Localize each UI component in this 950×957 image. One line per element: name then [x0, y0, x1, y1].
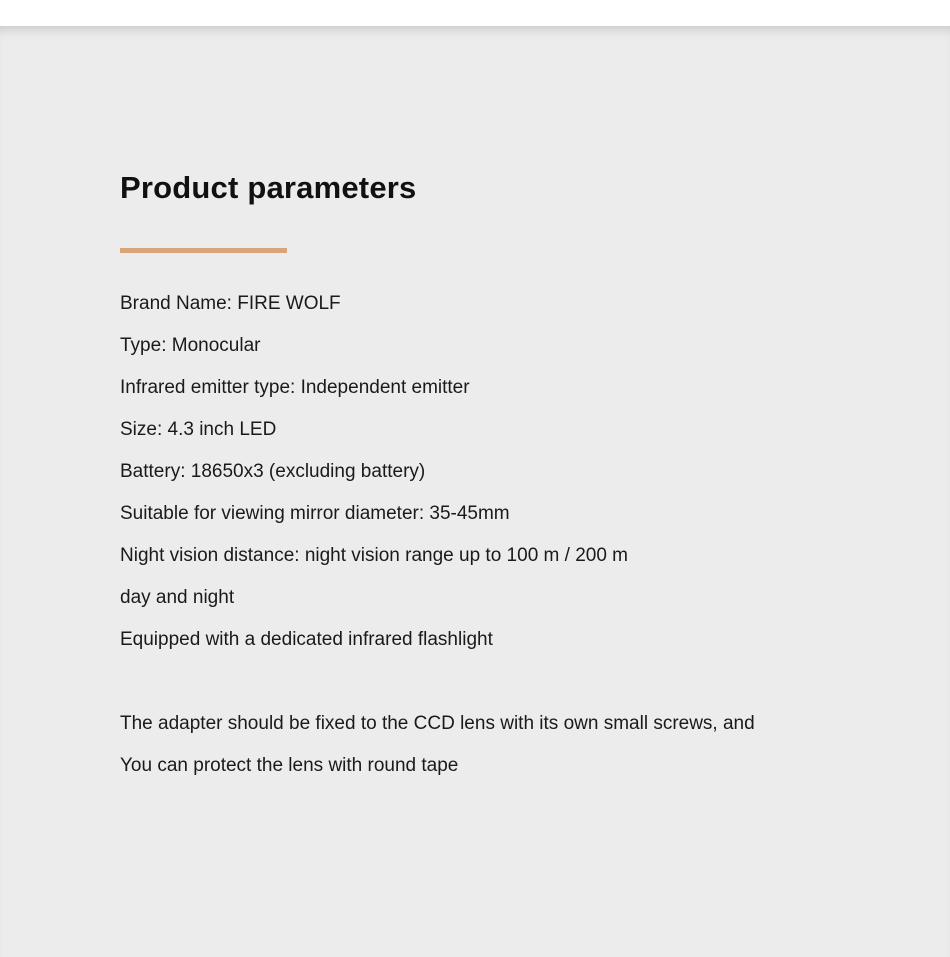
- parameter-mirror-diameter: Suitable for viewing mirror diameter: 35-45mm: [120, 503, 510, 524]
- parameter-flashlight: Equipped with a dedicated infrared flashlight: [120, 629, 493, 650]
- parameter-emitter: Infrared emitter type: Independent emitter: [120, 377, 470, 398]
- note-line: The adapter should be fixed to the CCD lens with its own small screws, and: [120, 713, 755, 734]
- top-bar: [0, 0, 950, 26]
- parameter-brand: Brand Name: FIRE WOLF: [120, 293, 341, 314]
- installation-note: [120, 708, 755, 792]
- parameter-night-vision-distance: Night vision distance: night vision range up to 100 m / 200 m: [120, 545, 629, 566]
- parameter-size: Size: 4.3 inch LED: [120, 419, 277, 440]
- parameter-day-night: day and night: [120, 587, 235, 608]
- page-title: Product parameters: [120, 170, 417, 205]
- parameter-battery: Battery: 18650x3 (excluding battery): [120, 461, 426, 482]
- title-underline: [120, 248, 287, 253]
- parameter-list: [120, 288, 628, 666]
- parameter-type: Type: Monocular: [120, 335, 261, 356]
- note-line: You can protect the lens with round tape: [120, 755, 459, 776]
